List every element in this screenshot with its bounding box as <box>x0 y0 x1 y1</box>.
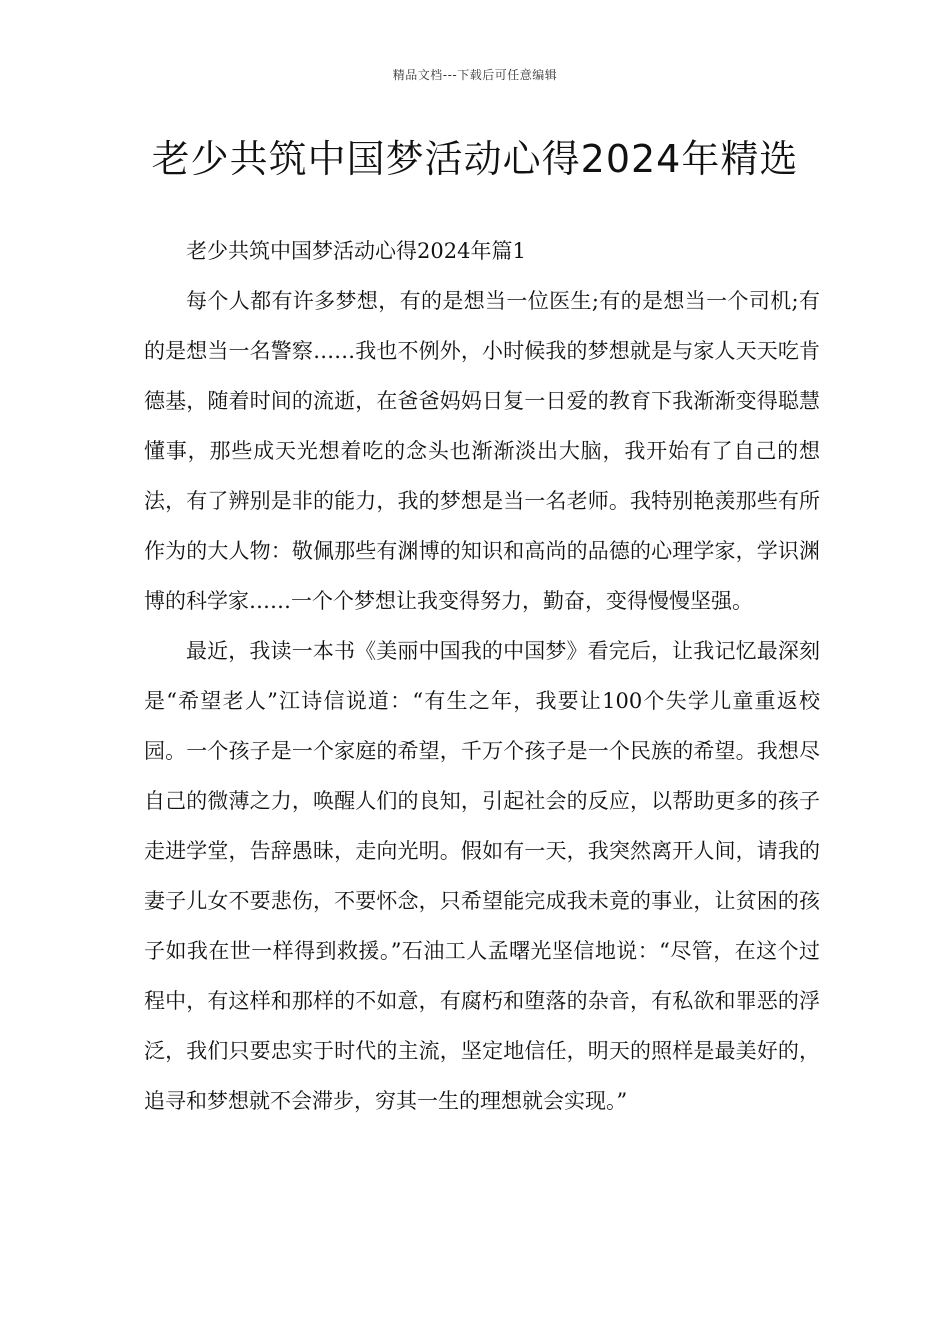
paragraph-1: 每个人都有许多梦想，有的是想当一位医生;有的是想当一个司机;有的是想当一名警察……我也不例外，小时候我的梦想就是与家人天天吃肯德基，随着时间的流逝，在爸爸妈妈日复一日爱的教育下我渐渐变得聪慧懂事，那些成天光想着吃的念头也渐渐淡出大脑，我开始有了自己的想法，有了辨别是非的能力，我的梦想是当一名老师。我特别艳羡那些有所作为的大人物：敬佩那些有渊博的知识和高尚的品德的心理学家，学识渊博的科学家……一个个梦想让我变得努力，勤奋，变得慢慢坚强。 <box>144 289 820 613</box>
paragraph-2: 最近，我读一本书《美丽中国我的中国梦》看完后，让我记忆最深刻是“希望老人”江诗信说道：“有生之年，我要让100个失学儿童重返校园。一个孩子是一个家庭的希望，千万个孩子是一个民族的希望。我想尽自己的微薄之力，唤醒人们的良知，引起社会的反应，以帮助更多的孩子走进学堂，告辞愚昧，走向光明。假如有一天，我突然离开人间，请我的妻子儿女不要悲伤，不要怀念，只希望能完成我未竟的事业，让贫困的孩子如我在世一样得到救援。”石油工人孟曙光坚信地说：“尽管，在这个过程中，有这样和那样的不如意，有腐朽和堕落的杂音，有私欲和罪恶的浮泛，我们只要忠实于时代的主流，坚定地信任，明天的照样是最美好的，追寻和梦想就不会滞步，穷其一生的理想就会实现。” <box>144 639 820 1113</box>
document-title: 老少共筑中国梦活动心得2024年精选 <box>151 137 799 181</box>
section-heading: 老少共筑中国梦活动心得2024年篇1 <box>186 239 526 263</box>
document-body <box>144 226 820 1126</box>
header-note: 精品文档---下载后可任意编辑 <box>392 68 558 82</box>
